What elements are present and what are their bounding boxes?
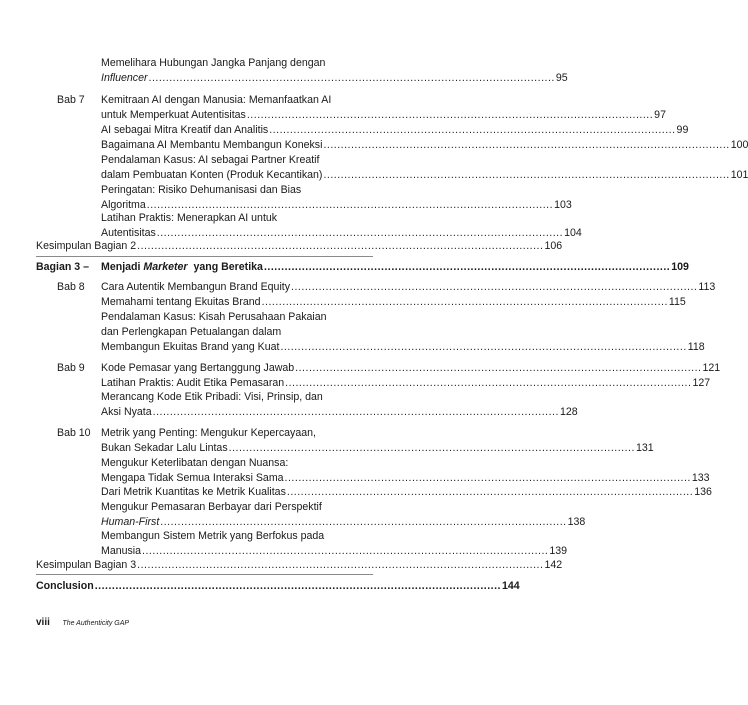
page-number: 142 (544, 559, 563, 571)
toc-entry-line: Kemitraan AI dengan Manusia: Memanfaatkan AI (101, 94, 332, 106)
toc-entry-line: Manusia (101, 545, 142, 557)
toc-entry-line: Memahami tentang Ekuitas Brand (101, 296, 261, 308)
part-title-a: Menjadi (101, 261, 141, 273)
toc-entry-line: Mengukur Pemasaran Berbayar dari Perspektif (101, 501, 322, 513)
footer-page-number: viii (36, 617, 50, 628)
dot-leader: ...................................................................................................................... (291, 281, 698, 293)
dot-leader: ...................................................................................................................... (156, 227, 564, 239)
toc-entry-line: Memelihara Hubungan Jangka Panjang dengan (101, 57, 326, 69)
part-title-c: yang Beretika (193, 261, 263, 273)
toc-entry-line: Kesimpulan Bagian 2 (36, 240, 137, 252)
footer-book-title: The Authenticity GAP (62, 620, 130, 627)
chapter-label: Bab 7 (57, 94, 85, 106)
toc-entry-line: Metrik yang Penting: Mengukur Kepercayaan, (101, 427, 316, 439)
dot-leader: ...................................................................................................................... (263, 261, 671, 273)
toc-entry-line: Latihan Praktis: Audit Etika Pemasaran (101, 377, 285, 389)
page-number: 115 (668, 296, 686, 308)
dot-leader: ...................................................................................................................... (142, 545, 549, 557)
dot-leader: ...................................................................................................................... (261, 296, 668, 308)
page-number: 144 (502, 580, 520, 592)
part-title-b: Marketer (143, 261, 188, 273)
page-number: 104 (564, 227, 582, 239)
part-title (101, 260, 263, 275)
chapter-label: Bab 9 (57, 362, 85, 374)
divider (36, 256, 373, 257)
dot-leader: ...................................................................................................................... (285, 377, 692, 389)
page-number: 106 (544, 240, 563, 252)
toc-entry-line: Kode Pemasar yang Bertanggung Jawab (101, 362, 295, 374)
toc-entry-line: AI sebagai Mitra Kreatif dan Analitis (101, 124, 269, 136)
toc-entry-line: Aksi Nyata (101, 406, 152, 418)
toc-entry-line: dan Perlengkapan Petualangan dalam (101, 326, 282, 338)
page-number: 121 (702, 362, 721, 374)
divider (36, 574, 373, 575)
dot-leader: ...................................................................................................................... (152, 406, 559, 418)
page-number: 136 (694, 486, 712, 498)
page-number: 99 (676, 124, 689, 136)
toc-entry-line: Mengukur Keterlibatan dengan Nuansa: (101, 457, 289, 469)
toc-entry-line: Peringatan: Risiko Dehumanisasi dan Bias (101, 184, 302, 196)
dot-leader: ...................................................................................................................... (228, 442, 635, 454)
page-number: 138 (567, 516, 586, 528)
page-number: 131 (635, 442, 654, 454)
part-label: Bagian 3 – (36, 261, 89, 273)
toc-entry-line: dalam Pembuatan Konten (Produk Kecantikan) (101, 169, 323, 181)
toc-entry-line: Bukan Sekadar Lalu Lintas (101, 442, 228, 454)
dot-leader: ...................................................................................................................... (323, 139, 730, 151)
toc-entry-line: Autentisitas (101, 227, 156, 239)
toc-entry-line: Human-First (101, 516, 160, 528)
page-number: 101 (730, 169, 748, 181)
toc-entry-line: Algoritma (101, 199, 146, 211)
toc-entry-line: Pendalaman Kasus: Kisah Perusahaan Pakaian (101, 311, 327, 323)
dot-leader: ...................................................................................................................... (246, 109, 654, 121)
dot-leader: ...................................................................................................................... (148, 72, 555, 84)
page-number: 139 (549, 545, 568, 557)
toc-entry-line: Latihan Praktis: Menerapkan AI untuk (101, 212, 278, 224)
page-number: 103 (554, 199, 572, 211)
page-number: 100 (730, 139, 748, 151)
page-footer (36, 617, 129, 628)
toc-entry-line: Bagaimana AI Membantu Membangun Koneksi (101, 139, 323, 151)
dot-leader: ...................................................................................................................... (323, 169, 730, 181)
page-number: 133 (691, 472, 710, 484)
toc-entry-line: untuk Memperkuat Autentisitas (101, 109, 246, 121)
dot-leader: ...................................................................................................................... (295, 362, 702, 374)
toc-entry-line: Dari Metrik Kuantitas ke Metrik Kualitas (101, 486, 286, 498)
dot-leader: ...................................................................................................................... (146, 199, 554, 211)
chapter-label: Bab 8 (57, 281, 85, 293)
dot-leader: ...................................................................................................................... (284, 472, 691, 484)
page-number: 95 (555, 72, 568, 84)
dot-leader: ...................................................................................................................... (160, 516, 567, 528)
page-number: 128 (559, 406, 578, 418)
chapter-label: Bab 10 (57, 427, 91, 439)
toc-entry-line: Pendalaman Kasus: AI sebagai Partner Kreatif (101, 154, 320, 166)
page-number: 118 (687, 341, 705, 353)
toc-entry-line: Merancang Kode Etik Pribadi: Visi, Prinsip, dan (101, 391, 323, 403)
dot-leader: ...................................................................................................................... (286, 486, 694, 498)
page-number: 127 (692, 377, 711, 389)
toc-entry-line: Influencer (101, 72, 148, 84)
dot-leader: ...................................................................................................................... (269, 124, 676, 136)
toc-entry-line: Kesimpulan Bagian 3 (36, 559, 137, 571)
page-number: 97 (654, 109, 666, 121)
toc-entry-line: Mengapa Tidak Semua Interaksi Sama (101, 472, 284, 484)
toc-entry-line: Conclusion (36, 580, 94, 592)
toc-entry-line: Membangun Ekuitas Brand yang Kuat (101, 341, 280, 353)
dot-leader: ...................................................................................................................... (137, 559, 544, 571)
toc-entry-line: Cara Autentik Membangun Brand Equity (101, 281, 291, 293)
dot-leader: ...................................................................................................................... (94, 580, 501, 592)
page-number: 109 (671, 261, 689, 273)
dot-leader: ...................................................................................................................... (280, 341, 687, 353)
dot-leader: ...................................................................................................................... (137, 240, 544, 252)
page-number: 113 (698, 281, 716, 293)
toc-entry-line: Membangun Sistem Metrik yang Berfokus pada (101, 530, 325, 542)
